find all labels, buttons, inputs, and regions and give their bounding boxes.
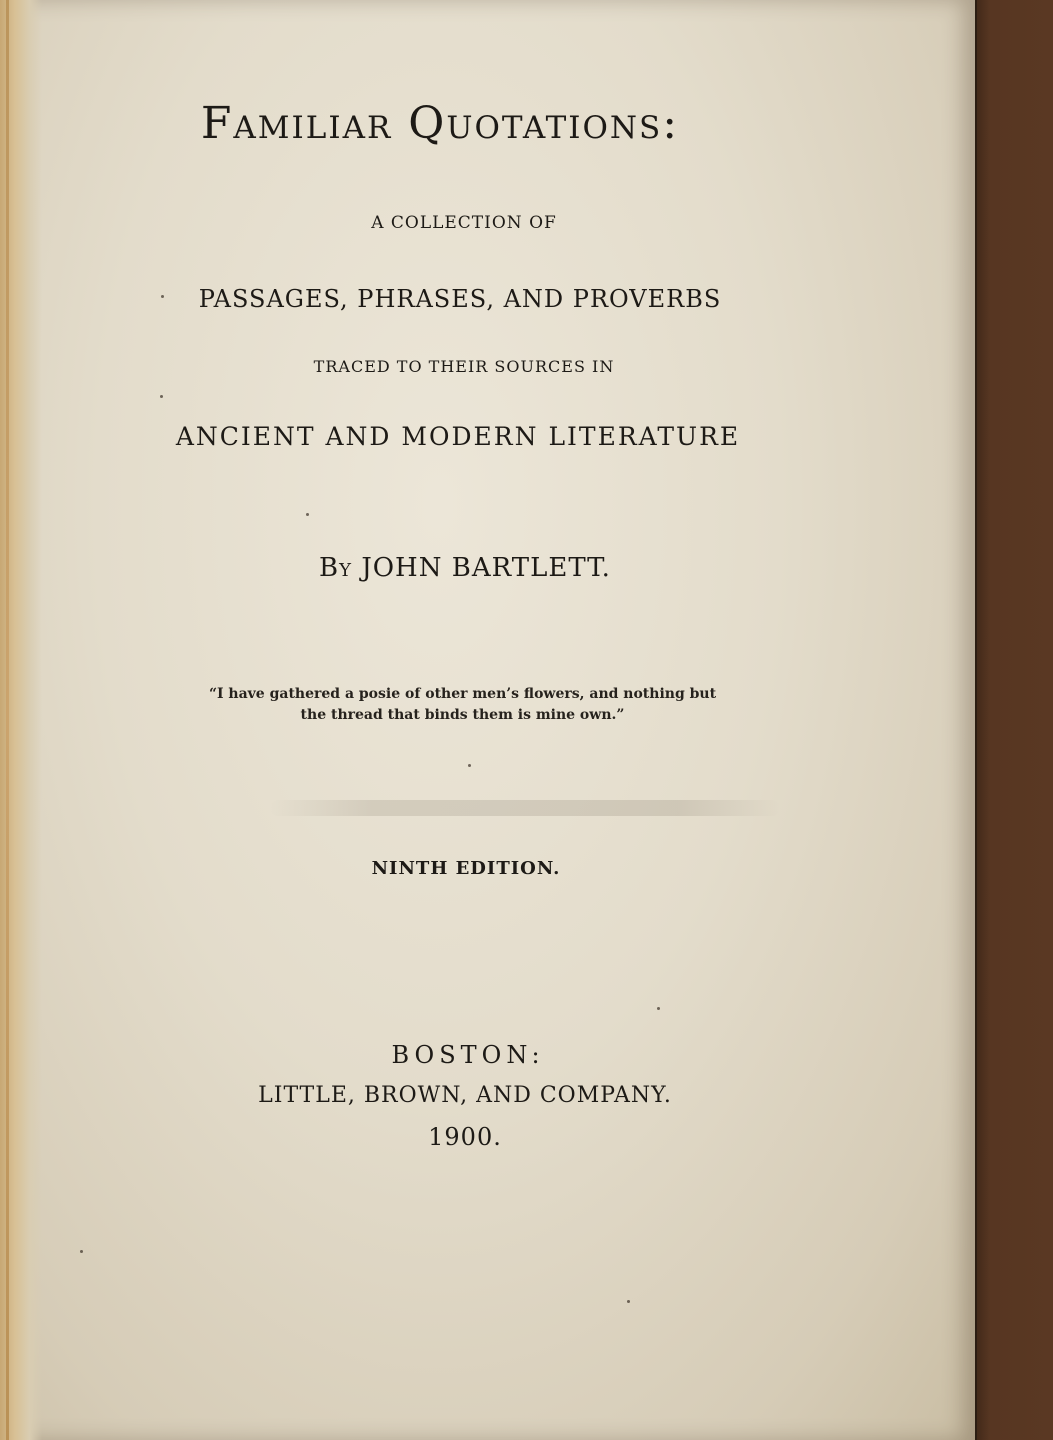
bleed-through-text [270, 800, 780, 816]
author-prefix: By [319, 553, 353, 583]
paper-speck [80, 1250, 83, 1253]
paper-speck [160, 395, 163, 398]
author-name: JOHN BARTLETT. [361, 553, 611, 583]
paper-speck [627, 1300, 630, 1303]
paper-speck [657, 1007, 660, 1010]
subtitle-line-2: PASSAGES, PHRASES, AND PROVERBS [198, 285, 722, 313]
author-line [55, 553, 875, 583]
paper-speck [468, 764, 471, 767]
paper-speck [306, 513, 309, 516]
edition-line: NINTH EDITION. [371, 858, 561, 879]
imprint-publisher: LITTLE, BROWN, AND COMPANY. [258, 1083, 672, 1108]
subtitle-line-3: TRACED TO THEIR SOURCES IN [313, 357, 615, 376]
imprint-city: BOSTON: [391, 1041, 545, 1069]
imprint-year: 1900. [428, 1123, 502, 1151]
book-spine-edge [0, 0, 42, 1440]
subtitle-line-1: A COLLECTION OF [371, 213, 557, 233]
epigraph-quote: “I have gathered a posie of other men’s flowers, and nothing but the thread that binds them is mine own.” [208, 686, 717, 723]
book-title: Familiar Quotations: [200, 98, 680, 149]
subtitle-line-4: ANCIENT AND MODERN LITERATURE [175, 422, 741, 451]
paper-speck [161, 295, 164, 298]
